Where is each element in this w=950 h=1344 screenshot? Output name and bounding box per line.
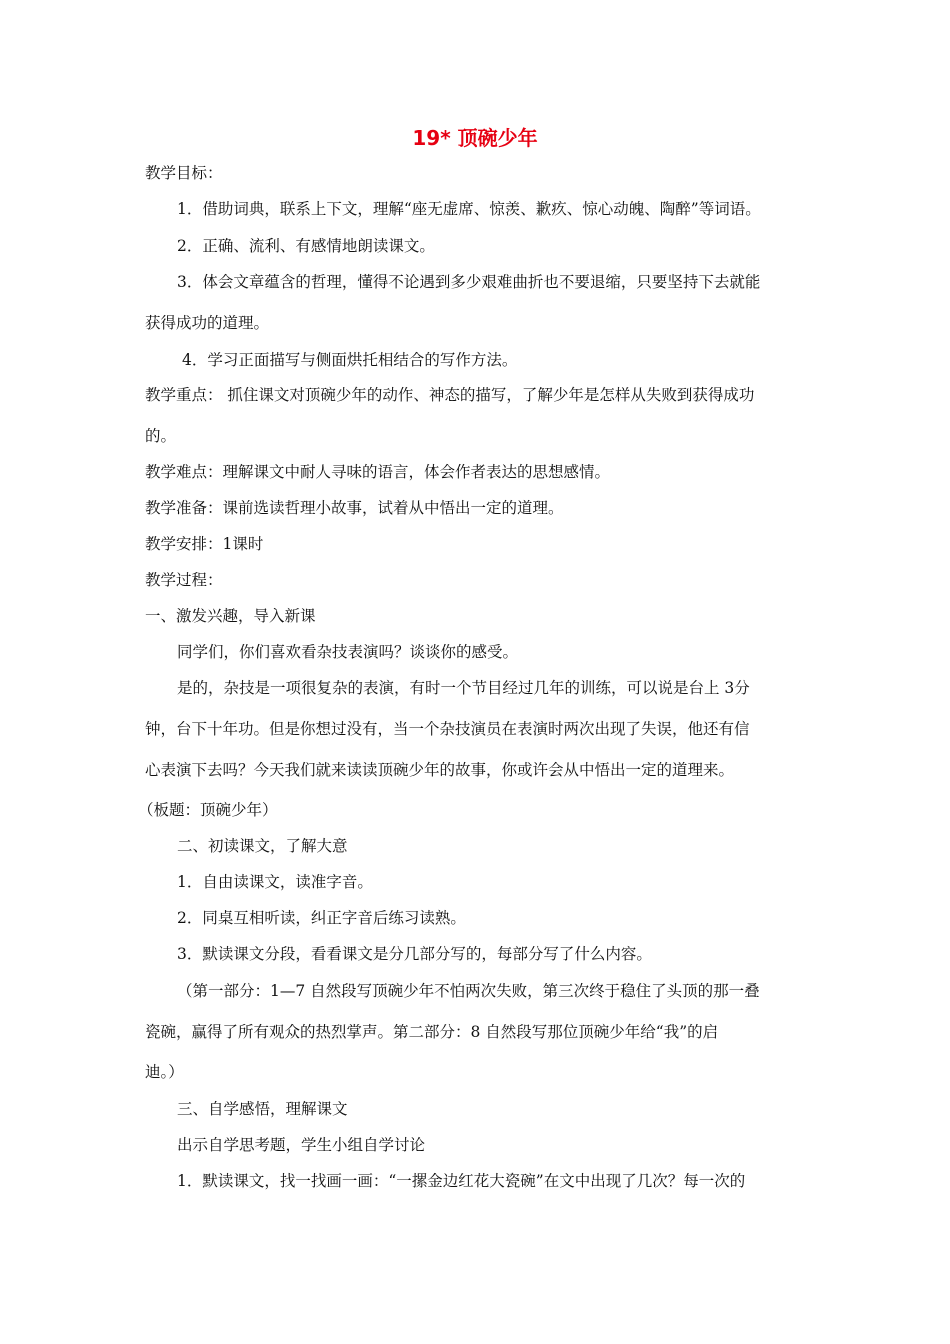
objective-4: 4．学习正面描写与侧面烘托相结合的写作方法。 [182, 351, 518, 369]
teaching-preparation: 教学准备：课前选读哲理小故事，试着从中悟出一定的道理。 [145, 499, 564, 517]
paragraph-line: 是的，杂技是一项很复杂的表演，有时一个节目经过几年的训练，可以说是台上 3分 [177, 679, 750, 697]
objective-2: 2．正确、流利、有感情地朗读课文。 [177, 237, 435, 255]
paragraph-line: 1．默读课文，找一找画一画：“一摞金边红花大瓷碗”在文中出现了几次？每一次的 [177, 1172, 746, 1190]
paragraph-line: 出示自学思考题，学生小组自学讨论 [177, 1136, 426, 1154]
teaching-difficulty: 教学难点：理解课文中耐人寻味的语言，体会作者表达的思想感情。 [145, 463, 611, 481]
step-2-item-2: 2．同桌互相听读，纠正字音后练习读熟。 [177, 909, 466, 927]
step-3-heading: 三、自学感悟，理解课文 [177, 1100, 348, 1118]
step-2-heading: 二、初读课文，了解大意 [177, 837, 348, 855]
objective-3: 3．体会文章蕴含的哲理，懂得不论遇到多少艰难曲折也不要退缩，只要坚持下去就能 [177, 273, 761, 291]
paragraph-line: 迪。） [145, 1063, 184, 1081]
section-heading-process: 教学过程： [145, 571, 223, 589]
paragraph-line: 钟，台下十年功。但是你想过没有，当一个杂技演员在表演时两次出现了失误，他还有信 [145, 720, 750, 738]
paragraph-line: （第一部分：1—7 自然段写顶碗少年不怕两次失败，第三次终于稳住了头顶的那一叠 [177, 982, 760, 1000]
teaching-focus: 教学重点： 抓住课文对顶碗少年的动作、神态的描写，了解少年是怎样从失败到获得成功 [145, 386, 755, 404]
step-1-heading: 一、激发兴趣，导入新课 [145, 607, 316, 625]
paragraph-line: 瓷碗，赢得了所有观众的热烈掌声。第二部分：8 自然段写那位顶碗少年给“我”的启 [145, 1023, 719, 1041]
teaching-schedule: 教学安排：1课时 [145, 535, 264, 553]
objective-1: 1．借助词典，联系上下文，理解“座无虚席、惊羡、歉疚、惊心动魄、陶醉”等词语。 [177, 200, 761, 218]
step-2-item-1: 1．自由读课文，读准字音。 [177, 873, 373, 891]
objective-3-continued: 获得成功的道理。 [145, 314, 270, 332]
paragraph-line: 同学们，你们喜欢看杂技表演吗？谈谈你的感受。 [177, 643, 519, 661]
paragraph-line: 心表演下去吗？今天我们就来读读顶碗少年的故事，你或许会从中悟出一定的道理来。 [145, 761, 735, 779]
document-title: 19* 顶碗少年 [412, 126, 538, 150]
step-2-item-3: 3．默读课文分段，看看课文是分几部分写的，每部分写了什么内容。 [177, 945, 652, 963]
teaching-focus-continued: 的。 [145, 427, 177, 445]
board-title-note: （板题：顶碗少年） [138, 801, 278, 819]
section-heading-objectives: 教学目标： [145, 164, 223, 182]
